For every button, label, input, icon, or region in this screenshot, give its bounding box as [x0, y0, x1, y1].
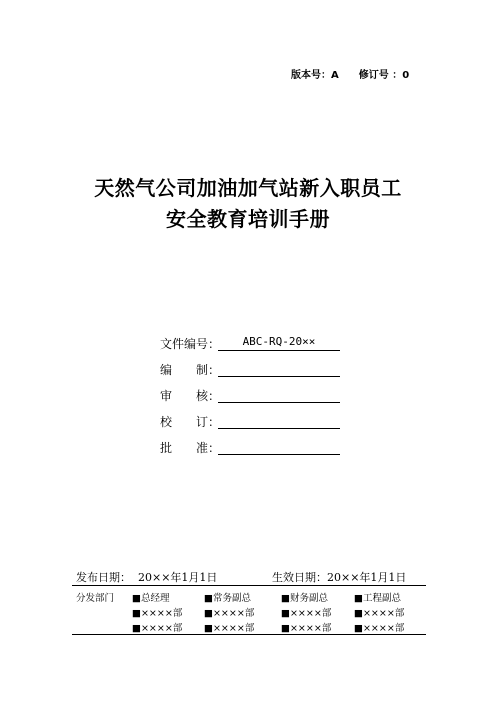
effective-date: 生效日期：20××年1月1日 [272, 571, 407, 584]
distribution-item: ■××××部 [204, 608, 255, 619]
distribution-item: ■××××部 [281, 623, 332, 634]
distribution-item: ■常务副总 [204, 593, 251, 604]
field-value [218, 413, 340, 429]
distribution-item: ■××××部 [204, 623, 255, 634]
distribution-label: 分发部门 [76, 593, 115, 604]
document-title-line1: 天然气公司加油加气站新入职员工 [94, 176, 402, 200]
field-value [218, 387, 340, 403]
distribution-item: ■××××部 [354, 623, 405, 634]
field-label: 校 订 [160, 415, 209, 429]
field-colon: ： [208, 337, 221, 351]
distribution-grid [132, 590, 424, 635]
distribution-item: ■总经理 [132, 593, 170, 604]
field-colon: ： [208, 389, 221, 403]
field-value [218, 439, 340, 455]
distribution-item: ■工程副总 [354, 593, 401, 604]
distribution-item: ■××××部 [281, 608, 332, 619]
field-label: 审 核 [160, 389, 209, 403]
publish-date: 发布日期： 20××年1月1日 [76, 571, 218, 584]
distribution-item: ■××××部 [354, 608, 405, 619]
distribution-item: ■××××部 [132, 608, 183, 619]
divider-line-bottom [72, 634, 426, 635]
distribution-item: ■财务副总 [281, 593, 328, 604]
field-colon: ： [208, 363, 221, 377]
field-value [218, 361, 340, 377]
field-label: 编 制 [160, 363, 209, 377]
field-colon: ： [208, 415, 221, 429]
field-label: 批 准 [160, 441, 209, 455]
distribution-item: ■××××部 [132, 623, 183, 634]
field-label: 文件编号 [160, 337, 209, 351]
field-colon: ： [208, 441, 221, 455]
version-info: 版本号：A 修订号 ：0 [291, 70, 410, 81]
document-title-line2: 安全教育培训手册 [166, 207, 330, 231]
field-value: ABC-RQ-20×× [218, 335, 340, 351]
divider-line [72, 585, 426, 586]
